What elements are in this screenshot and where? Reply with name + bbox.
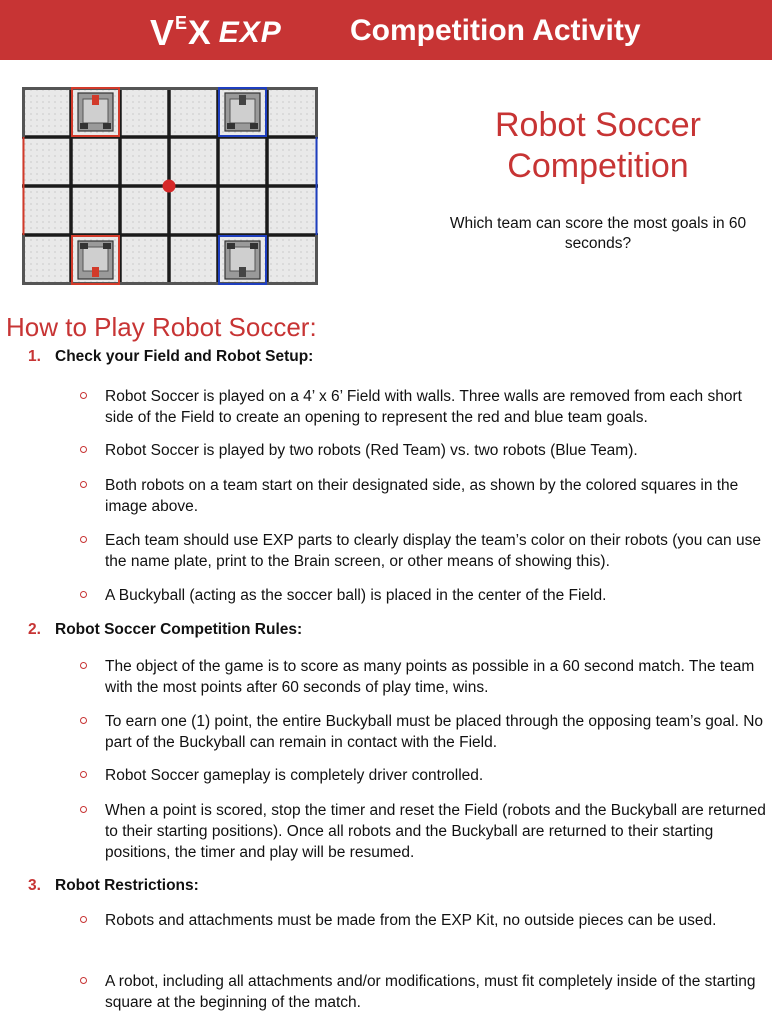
list-item-text: Both robots on a team start on their designated side, as shown by the colored squares in the image above.: [105, 477, 739, 515]
bullet-circle-icon: [80, 446, 87, 453]
bullet-circle-icon: [80, 591, 87, 598]
bullet-circle-icon: [80, 806, 87, 813]
list-item-text: A Buckyball (acting as the soccer ball) is placed in the center of the Field.: [105, 587, 607, 604]
blue-robot-bottom: [219, 236, 266, 284]
competition-subtitle: Which team can score the most goals in 60 seconds?: [449, 215, 747, 252]
field-diagram: [22, 87, 318, 285]
list-item-text: When a point is scored, stop the timer and reset the Field (robots and the Buckyball are returned to their starting positions). Once all robots and the Buckyball are returned to their starting positions, the timer and play will be resumed.: [105, 802, 766, 861]
bullet-circle-icon: [80, 771, 87, 778]
bullet-circle-icon: [80, 662, 87, 669]
vex-exp-logo: [150, 12, 282, 54]
competition-title: Robot Soccer Competition: [495, 106, 701, 185]
bullet-circle-icon: [80, 717, 87, 724]
section-number: 1.: [28, 348, 41, 365]
section-title: Robot Soccer Competition Rules:: [55, 621, 303, 638]
list-item-text: The object of the game is to score as many points as possible in a 60 second match. The team with the most points after 60 seconds of play time, wins.: [105, 658, 755, 696]
logo-exp: EXP: [218, 16, 282, 49]
section-number: 3.: [28, 877, 41, 894]
list-item-text: Robot Soccer gameplay is completely driver controlled.: [105, 767, 484, 784]
header-title: Competition Activity: [350, 14, 641, 47]
list-item-text: To earn one (1) point, the entire Buckyball must be placed through the opposing team’s goal. No part of the Buckyball can remain in contact with the Field.: [105, 713, 764, 751]
bullet-circle-icon: [80, 916, 87, 923]
bullet-circle-icon: [80, 977, 87, 984]
bullet-circle-icon: [80, 481, 87, 488]
section-number: 2.: [28, 621, 41, 638]
section-title: Check your Field and Robot Setup:: [55, 348, 314, 365]
list-item-text: Each team should use EXP parts to clearly display the team’s color on their robots (you can use the name plate, print to the Brain screen, or other means of showing this).: [105, 532, 761, 570]
logo-letter-v: V: [150, 12, 175, 53]
section-1-heading: [28, 348, 313, 366]
list-item-text: Robots and attachments must be made from the EXP Kit, no outside pieces can be used.: [105, 912, 717, 929]
blue-robot-top: [219, 88, 266, 136]
red-robot-bottom: [72, 236, 119, 284]
buckyball: [163, 180, 176, 193]
bullet-circle-icon: [80, 392, 87, 399]
logo-letter-x: X: [188, 13, 211, 52]
list-item-text: A robot, including all attachments and/or modifications, must fit completely inside of the starting square at the beginning of the match.: [105, 973, 756, 1011]
red-robot-top: [72, 88, 119, 136]
list-item-text: Robot Soccer is played by two robots (Red Team) vs. two robots (Blue Team).: [105, 442, 638, 459]
header-banner: [0, 0, 772, 60]
section-3-heading: [28, 877, 199, 895]
bullet-circle-icon: [80, 536, 87, 543]
section-2-heading: [28, 621, 302, 639]
how-to-play-title: How to Play Robot Soccer:: [6, 312, 317, 342]
list-item-text: Robot Soccer is played on a 4’ x 6’ Field with walls. Three walls are removed from each short side of the Field to create an opening to represent the red and blue team goals.: [105, 388, 742, 426]
logo-letter-e: E: [175, 12, 188, 33]
section-title: Robot Restrictions:: [55, 877, 199, 894]
